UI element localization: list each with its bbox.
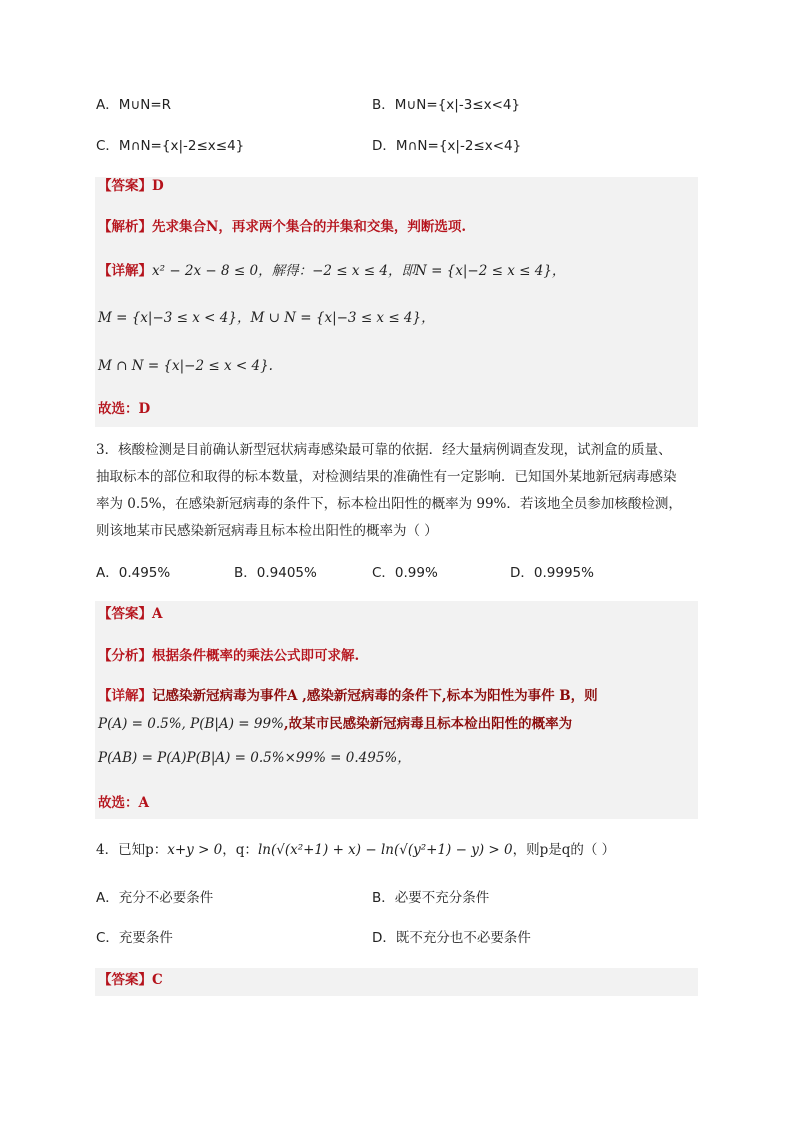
q4-answer: 【答案】C — [98, 972, 163, 988]
q4-option-b: B．必要不充分条件 — [372, 890, 490, 906]
q2-answer-block — [95, 177, 698, 427]
q4-option-d: D．既不充分也不必要条件 — [372, 930, 531, 946]
q4-answer-block — [95, 968, 698, 996]
q3-stem-line3: 率为 0.5%，在感染新冠病毒的条件下，标本检出阳性的概率为 99%．若该地全员参加核酸检测， — [96, 496, 682, 512]
q3-option-a: A．0.495% — [96, 565, 171, 581]
q3-option-d: D．0.9995% — [510, 565, 594, 581]
q3-detail-line2: P(A) = 0.5%, P(B|A) = 99%,故某市民感染新冠病毒且标本检出阳性的概率为 — [98, 716, 573, 732]
q2-detail-line3: M ∩ N = {x|−2 ≤ x < 4}. — [98, 358, 273, 374]
q4-option-a: A．充分不必要条件 — [96, 890, 214, 906]
q4-stem: 4．已知p：x+y > 0，q：ln(√(x²+1) + x) − ln(√(y²+1) − y) > 0，则p是q的（ ） — [96, 842, 616, 858]
q3-option-c: C．0.99% — [372, 565, 438, 581]
q3-detail-line3: P(AB) = P(A)P(B|A) = 0.5%×99% = 0.495%， — [98, 750, 411, 766]
q3-detail-line1: 【详解】记感染新冠病毒为事件A ,感染新冠病毒的条件下,标本为阳性为事件 B，则 — [98, 688, 598, 704]
q2-jiexi: 【解析】先求集合N，再求两个集合的并集和交集，判断选项. — [98, 219, 467, 235]
q2-option-b: B．M∪N={x|-3≤x<4} — [372, 97, 521, 113]
q3-stem-line1: 3．核酸检测是目前确认新型冠状病毒感染最可靠的依据．经大量病例调查发现，试剂盒的质量、 — [96, 442, 672, 458]
q2-option-d: D．M∩N={x|-2≤x<4} — [372, 138, 522, 154]
q3-stem-line4: 则该地某市民感染新冠病毒且标本检出阳性的概率为（ ） — [96, 523, 438, 539]
q3-fenxi: 【分析】根据条件概率的乘法公式即可求解. — [98, 648, 360, 664]
q3-answer: 【答案】A — [98, 606, 163, 622]
q2-option-a: A．M∪N=R — [96, 97, 172, 113]
q2-detail-line2: M = {x|−3 ≤ x < 4}，M ∪ N = {x|−3 ≤ x ≤ 4}， — [98, 310, 435, 326]
q3-answer-block — [95, 601, 698, 819]
q2-option-c: C．M∩N={x|-2≤x≤4} — [96, 138, 245, 154]
q3-stem-line2: 抽取标本的部位和取得的标本数量，对检测结果的准确性有一定影响．已知国外某地新冠病毒感染 — [96, 469, 677, 485]
q3-conclusion: 故选：A — [98, 795, 149, 811]
q3-option-b: B．0.9405% — [234, 565, 317, 581]
q4-option-c: C．充要条件 — [96, 930, 173, 946]
q2-answer: 【答案】D — [98, 178, 164, 194]
q2-detail-line1: 【详解】x² − 2x − 8 ≤ 0，解得：−2 ≤ x ≤ 4，即N = {x|−2 ≤ x ≤ 4}， — [98, 263, 566, 279]
q2-conclusion: 故选：D — [98, 401, 151, 417]
